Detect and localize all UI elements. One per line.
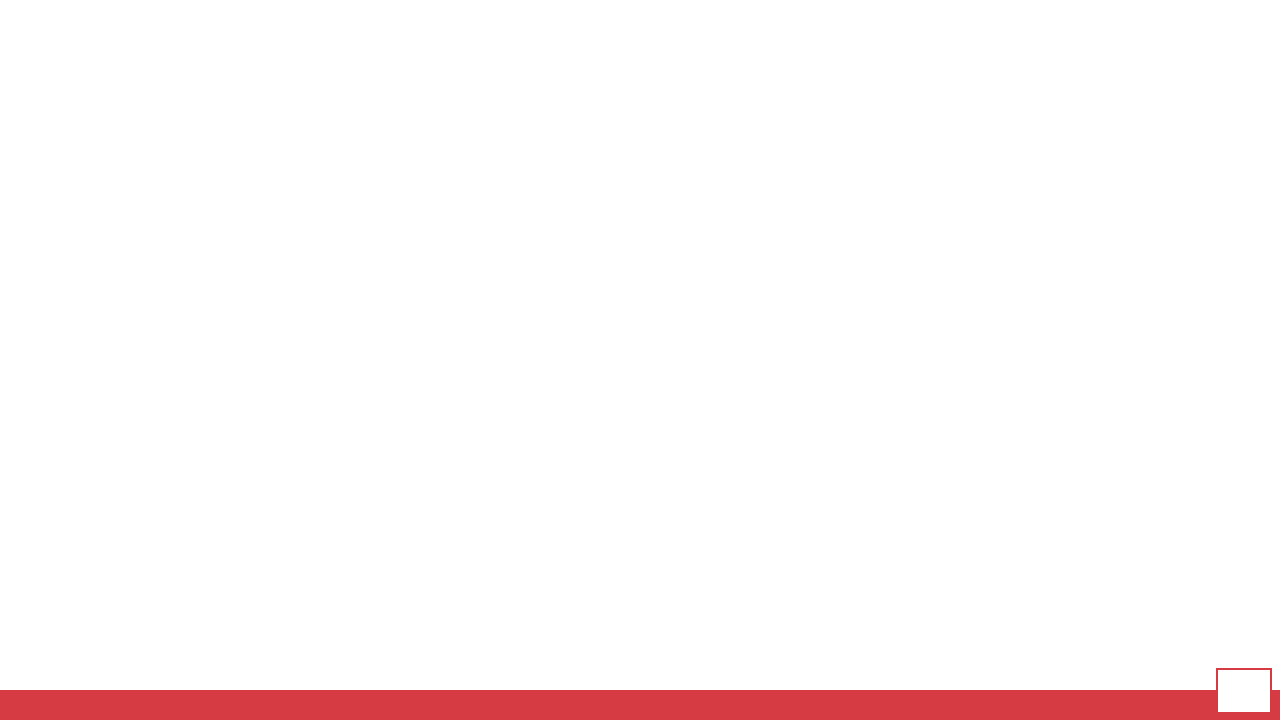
institute-logo xyxy=(1216,668,1272,714)
footer-bar xyxy=(0,690,1280,720)
